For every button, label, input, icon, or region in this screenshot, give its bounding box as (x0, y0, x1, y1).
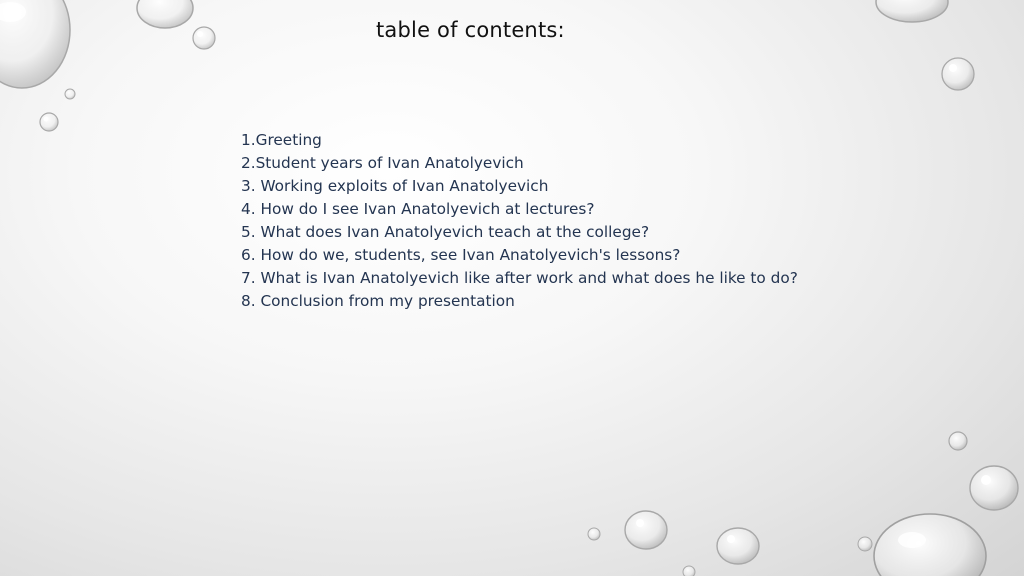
list-item: 7. What is Ivan Anatolyevich like after work and what does he like to do? (241, 269, 798, 287)
drop-left-4 (65, 89, 75, 99)
drop-bottom-center-4 (858, 537, 872, 551)
drop-bottom-center-5 (683, 566, 695, 576)
drop-left-5 (40, 113, 58, 131)
drop-large-top-left (0, 0, 70, 88)
drop-top-right-1 (876, 0, 948, 22)
list-item: 5. What does Ivan Anatolyevich teach at the college? (241, 223, 650, 241)
drop-top-left-3 (193, 27, 215, 49)
drop-bottom-right-large (874, 514, 986, 576)
list-item: 2.Student years of Ivan Anatolyevich (241, 154, 524, 172)
drop-bottom-right-2 (970, 466, 1018, 510)
drop-bottom-right-small (949, 432, 967, 450)
list-item: 6. How do we, students, see Ivan Anatolyevich's lessons? (241, 246, 681, 264)
drop-bottom-center-3 (588, 528, 600, 540)
list-item: 3. Working exploits of Ivan Anatolyevich (241, 177, 549, 195)
page-title: table of contents: (376, 18, 565, 42)
table-of-contents-list (241, 129, 798, 313)
drop-top-left-2 (137, 0, 193, 28)
list-item: 8. Conclusion from my presentation (241, 292, 515, 310)
drop-bottom-center-1 (625, 511, 667, 549)
drop-bottom-center-2 (717, 528, 759, 564)
list-item: 4. How do I see Ivan Anatolyevich at lectures? (241, 200, 595, 218)
list-item: 1.Greeting (241, 131, 322, 149)
drop-top-right-2 (942, 58, 974, 90)
